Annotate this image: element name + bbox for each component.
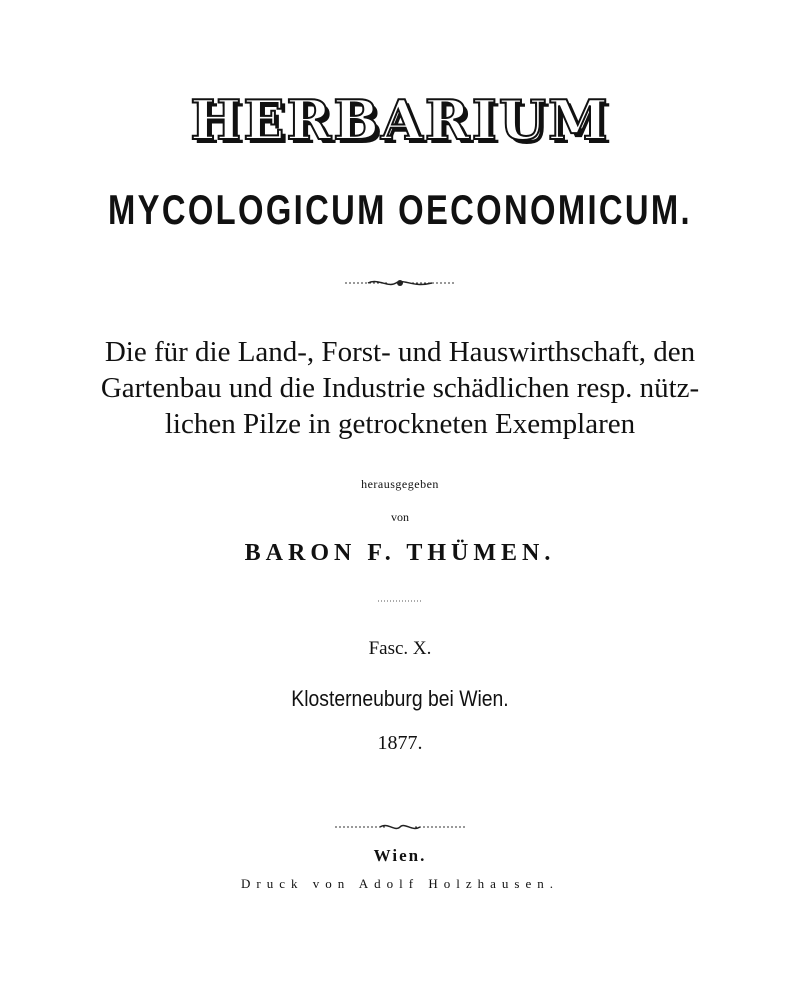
imprint-city: Wien. — [373, 846, 427, 865]
publication-place: Klosterneuburg bei Wien. — [291, 686, 509, 711]
description — [30, 334, 770, 442]
flourish-ornament-icon — [0, 276, 800, 290]
description-line: Gartenbau und die Industrie schädlichen resp. nütz- — [100, 372, 700, 404]
dotted-rule-icon — [0, 594, 800, 608]
von-text: von — [391, 510, 409, 524]
publication-year: 1877. — [377, 732, 423, 754]
printer-imprint: Druck von Adolf Holzhausen. — [241, 876, 559, 891]
flourish-ornament-icon — [0, 820, 800, 834]
description-line: Die für die Land-, Forst- und Hauswirthschaft, den — [104, 336, 696, 368]
page-title: HERBARIUM — [190, 88, 610, 152]
fascicle-number: Fasc. X. — [368, 638, 432, 659]
author-name: BARON F. THÜMEN. — [244, 540, 556, 566]
editor-note: herausgegeben — [361, 477, 439, 491]
description-line: lichen Pilze in getrockneten Exemplaren — [164, 408, 636, 440]
page-subtitle: MYCOLOGICUM OECONOMICUM. — [108, 186, 692, 233]
